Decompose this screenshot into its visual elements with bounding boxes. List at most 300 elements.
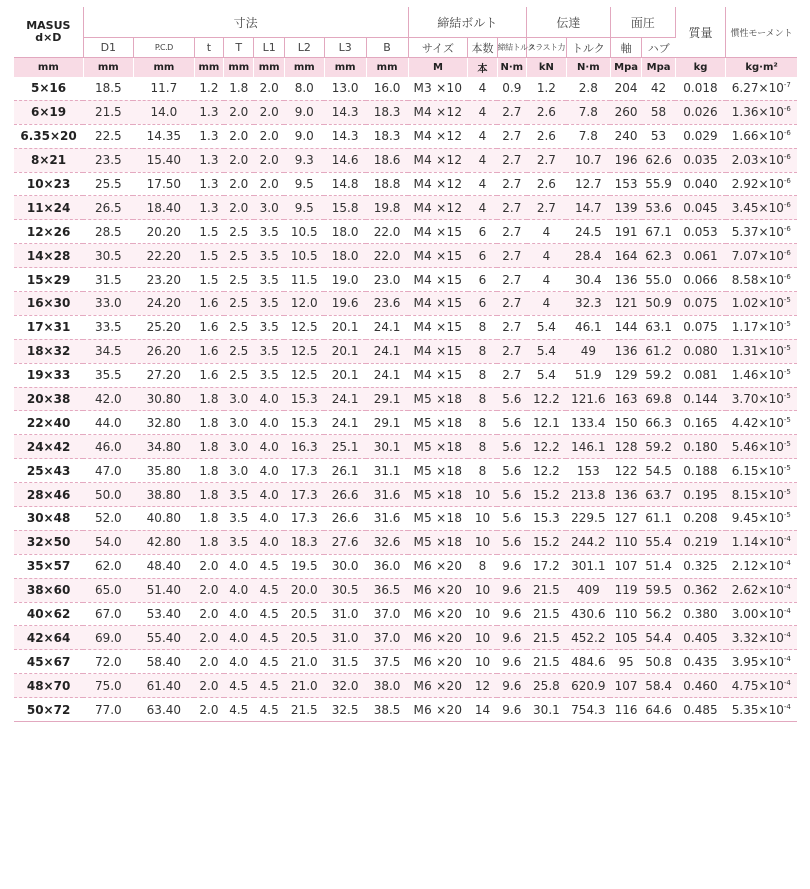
value-cell: 9.0 <box>284 100 324 124</box>
inertia-mantissa: 3.45×10 <box>731 200 784 215</box>
unit-header: mm <box>324 58 366 78</box>
value-cell: 4.5 <box>224 698 254 722</box>
value-cell: 12 <box>468 674 497 698</box>
value-cell: 61.40 <box>133 674 194 698</box>
value-cell: 6 <box>468 292 497 316</box>
value-cell: 22.0 <box>366 220 408 244</box>
table-row <box>14 602 797 626</box>
inertia-mantissa: 5.35×10 <box>731 702 784 717</box>
unit-header: M <box>408 58 468 78</box>
value-cell: 9.6 <box>497 626 526 650</box>
value-cell: 59.2 <box>642 363 676 387</box>
value-cell: 1.3 <box>194 100 223 124</box>
value-cell: 5.6 <box>497 387 526 411</box>
value-cell <box>726 77 797 100</box>
value-cell: 136 <box>610 339 641 363</box>
size-cell: 50×72 <box>14 698 83 722</box>
value-cell: 58.40 <box>133 650 194 674</box>
value-cell: 7.8 <box>566 124 610 148</box>
value-cell: 50.8 <box>642 650 676 674</box>
value-cell: 16.3 <box>284 435 324 459</box>
value-cell: 37.0 <box>366 602 408 626</box>
size-cell: 40×62 <box>14 602 83 626</box>
value-cell: 5.4 <box>527 315 567 339</box>
value-cell: 0.208 <box>675 507 725 531</box>
inertia-exponent: -4 <box>783 702 791 711</box>
value-cell: 5.6 <box>497 530 526 554</box>
value-cell: 38.0 <box>366 674 408 698</box>
value-cell: 21.5 <box>527 626 567 650</box>
value-cell: 34.80 <box>133 435 194 459</box>
value-cell: 23.20 <box>133 268 194 292</box>
value-cell: 2.7 <box>497 124 526 148</box>
value-cell: 4.0 <box>254 459 284 483</box>
value-cell: 15.2 <box>527 483 567 507</box>
bolt-size-cell: M4 ×15 <box>408 220 468 244</box>
column-header: L3 <box>324 38 366 58</box>
value-cell: 1.6 <box>194 315 223 339</box>
column-header: D1 <box>83 38 133 58</box>
bolt-size-cell: M6 ×20 <box>408 650 468 674</box>
value-cell: 30.4 <box>566 268 610 292</box>
value-cell: 3.5 <box>254 363 284 387</box>
value-cell <box>726 387 797 411</box>
value-cell: 8 <box>468 411 497 435</box>
inertia-exponent: -6 <box>783 248 791 257</box>
value-cell: 22.5 <box>83 124 133 148</box>
value-cell: 10 <box>468 530 497 554</box>
value-cell: 10 <box>468 626 497 650</box>
value-cell: 1.8 <box>194 387 223 411</box>
value-cell: 14.8 <box>324 172 366 196</box>
table-row <box>14 172 797 196</box>
value-cell: 9.6 <box>497 554 526 578</box>
value-cell: 1.5 <box>194 220 223 244</box>
table-row <box>14 315 797 339</box>
value-cell: 0.045 <box>675 196 725 220</box>
value-cell: 122 <box>610 459 641 483</box>
value-cell: 2.7 <box>497 268 526 292</box>
bolt-size-cell: M4 ×12 <box>408 172 468 196</box>
value-cell: 53.40 <box>133 602 194 626</box>
value-cell: 4.0 <box>224 626 254 650</box>
value-cell: 15.3 <box>284 387 324 411</box>
value-cell: 4.5 <box>254 554 284 578</box>
bolt-size-cell: M5 ×18 <box>408 387 468 411</box>
value-cell: 75.0 <box>83 674 133 698</box>
value-cell: 110 <box>610 530 641 554</box>
value-cell: 4.0 <box>224 602 254 626</box>
bolt-size-cell: M6 ×20 <box>408 578 468 602</box>
value-cell: 8 <box>468 459 497 483</box>
value-cell: 3.0 <box>254 196 284 220</box>
bolt-size-cell: M5 ×18 <box>408 411 468 435</box>
value-cell: 10.5 <box>284 244 324 268</box>
corner-subtitle: d×D <box>35 31 62 44</box>
value-cell: 1.3 <box>194 124 223 148</box>
value-cell: 9.6 <box>497 698 526 722</box>
table-row <box>14 554 797 578</box>
value-cell: 31.5 <box>324 650 366 674</box>
inertia-exponent: -4 <box>783 678 791 687</box>
unit-header: mm <box>224 58 254 78</box>
value-cell: 30.5 <box>324 578 366 602</box>
inertia-exponent: -4 <box>783 535 791 544</box>
value-cell: 10 <box>468 650 497 674</box>
value-cell: 34.5 <box>83 339 133 363</box>
column-header: P.C.D <box>133 38 194 58</box>
value-cell: 2.0 <box>194 626 223 650</box>
value-cell: 69.0 <box>83 626 133 650</box>
size-cell: 6×19 <box>14 100 83 124</box>
value-cell: 2.7 <box>497 100 526 124</box>
value-cell: 1.3 <box>194 172 223 196</box>
value-cell: 3.0 <box>224 387 254 411</box>
value-cell: 20.5 <box>284 626 324 650</box>
value-cell: 67.1 <box>642 220 676 244</box>
value-cell: 24.20 <box>133 292 194 316</box>
value-cell: 2.0 <box>254 124 284 148</box>
value-cell: 8 <box>468 315 497 339</box>
value-cell: 4 <box>468 77 497 100</box>
value-cell: 31.5 <box>83 268 133 292</box>
value-cell: 2.7 <box>497 363 526 387</box>
inertia-exponent: -6 <box>783 177 791 185</box>
value-cell: 2.0 <box>224 172 254 196</box>
value-cell: 61.1 <box>642 507 676 531</box>
value-cell: 163 <box>610 387 641 411</box>
value-cell: 14.7 <box>566 196 610 220</box>
value-cell: 452.2 <box>566 626 610 650</box>
group-dimensions: 寸法 <box>83 7 408 38</box>
value-cell: 4 <box>468 172 497 196</box>
value-cell: 38.5 <box>366 698 408 722</box>
table-row <box>14 268 797 292</box>
value-cell: 17.3 <box>284 459 324 483</box>
group-transmission: 伝達 <box>527 7 611 38</box>
value-cell: 47.0 <box>83 459 133 483</box>
value-cell <box>726 363 797 387</box>
value-cell: 0.325 <box>675 554 725 578</box>
value-cell: 18.8 <box>366 172 408 196</box>
value-cell: 58.4 <box>642 674 676 698</box>
value-cell: 20.1 <box>324 315 366 339</box>
table-row <box>14 650 797 674</box>
inertia-mantissa: 1.36×10 <box>731 105 784 120</box>
value-cell: 18.5 <box>83 77 133 100</box>
bolt-size-cell: M6 ×20 <box>408 626 468 650</box>
inertia-mantissa: 1.66×10 <box>731 129 784 144</box>
value-cell <box>726 244 797 268</box>
value-cell <box>726 315 797 339</box>
value-cell: 8 <box>468 554 497 578</box>
column-header: L2 <box>284 38 324 58</box>
value-cell: 0.075 <box>675 292 725 316</box>
value-cell: 1.3 <box>194 196 223 220</box>
value-cell: 4 <box>527 244 567 268</box>
inertia-exponent: -5 <box>783 320 791 329</box>
bolt-size-cell: M6 ×20 <box>408 602 468 626</box>
size-cell: 19×33 <box>14 363 83 387</box>
value-cell <box>726 292 797 316</box>
value-cell: 24.5 <box>566 220 610 244</box>
value-cell: 9.6 <box>497 602 526 626</box>
inertia-mantissa: 2.62×10 <box>731 583 784 598</box>
value-cell: 9.3 <box>284 148 324 172</box>
value-cell: 3.5 <box>254 244 284 268</box>
table-row <box>14 292 797 316</box>
size-cell: 30×48 <box>14 507 83 531</box>
bolt-size-cell: M4 ×15 <box>408 292 468 316</box>
size-cell: 14×28 <box>14 244 83 268</box>
value-cell: 17.50 <box>133 172 194 196</box>
value-cell: 21.0 <box>284 650 324 674</box>
column-header: 締結トルク <box>497 38 526 58</box>
value-cell: 105 <box>610 626 641 650</box>
value-cell: 31.6 <box>366 483 408 507</box>
value-cell: 5.6 <box>497 507 526 531</box>
inertia-mantissa: 8.58×10 <box>731 272 784 287</box>
table-row <box>14 483 797 507</box>
value-cell: 2.0 <box>254 77 284 100</box>
value-cell: 5.4 <box>527 339 567 363</box>
inertia-mantissa: 1.46×10 <box>731 368 784 383</box>
value-cell: 128 <box>610 435 641 459</box>
header-row-units <box>14 58 797 78</box>
value-cell: 0.053 <box>675 220 725 244</box>
bolt-size-cell: M5 ×18 <box>408 435 468 459</box>
size-cell: 42×64 <box>14 626 83 650</box>
unit-header: mm <box>133 58 194 78</box>
value-cell: 3.0 <box>224 411 254 435</box>
value-cell: 2.7 <box>497 315 526 339</box>
value-cell: 26.1 <box>324 459 366 483</box>
value-cell: 0.144 <box>675 387 725 411</box>
value-cell: 1.8 <box>194 483 223 507</box>
column-header: ハブ <box>642 38 676 58</box>
size-cell: 17×31 <box>14 315 83 339</box>
value-cell: 5.6 <box>497 411 526 435</box>
value-cell: 19.0 <box>324 268 366 292</box>
value-cell: 36.5 <box>366 578 408 602</box>
value-cell: 52.0 <box>83 507 133 531</box>
inertia-exponent: -5 <box>783 439 791 448</box>
unit-header: mm <box>284 58 324 78</box>
value-cell: 3.5 <box>254 220 284 244</box>
inertia-exponent: -5 <box>783 463 791 472</box>
value-cell: 2.0 <box>254 100 284 124</box>
value-cell: 2.0 <box>254 172 284 196</box>
value-cell: 4 <box>527 220 567 244</box>
inertia-mantissa: 9.45×10 <box>731 511 784 526</box>
inertia-mantissa: 7.07×10 <box>731 248 784 263</box>
bolt-size-cell: M4 ×15 <box>408 315 468 339</box>
table-row <box>14 148 797 172</box>
value-cell <box>726 554 797 578</box>
value-cell: 5.6 <box>497 483 526 507</box>
column-header: 軸 <box>610 38 641 58</box>
column-header: L1 <box>254 38 284 58</box>
value-cell: 23.5 <box>83 148 133 172</box>
value-cell: 2.5 <box>224 220 254 244</box>
value-cell: 8 <box>468 339 497 363</box>
value-cell: 191 <box>610 220 641 244</box>
value-cell: 0.035 <box>675 148 725 172</box>
value-cell: 55.40 <box>133 626 194 650</box>
table-row <box>14 435 797 459</box>
value-cell: 2.0 <box>194 554 223 578</box>
size-cell: 16×30 <box>14 292 83 316</box>
inertia-exponent: -4 <box>783 559 791 568</box>
value-cell: 1.8 <box>194 530 223 554</box>
value-cell: 10 <box>468 507 497 531</box>
value-cell: 12.7 <box>566 172 610 196</box>
value-cell: 4 <box>468 148 497 172</box>
value-cell: 66.3 <box>642 411 676 435</box>
table-row <box>14 459 797 483</box>
unit-header: kN <box>527 58 567 78</box>
value-cell: 1.8 <box>194 507 223 531</box>
value-cell: 18.6 <box>366 148 408 172</box>
value-cell: 42.80 <box>133 530 194 554</box>
value-cell: 0.405 <box>675 626 725 650</box>
value-cell: 14.3 <box>324 124 366 148</box>
table-row <box>14 244 797 268</box>
inertia-mantissa: 8.15×10 <box>731 487 784 502</box>
value-cell: 30.80 <box>133 387 194 411</box>
value-cell: 12.5 <box>284 363 324 387</box>
value-cell: 63.1 <box>642 315 676 339</box>
value-cell: 18.3 <box>284 530 324 554</box>
bolt-size-cell: M5 ×18 <box>408 459 468 483</box>
value-cell: 11.5 <box>284 268 324 292</box>
value-cell: 2.5 <box>224 315 254 339</box>
value-cell: 15.8 <box>324 196 366 220</box>
group-pressure: 面圧 <box>610 7 675 38</box>
value-cell <box>726 674 797 698</box>
value-cell: 1.8 <box>194 435 223 459</box>
value-cell: 9.6 <box>497 650 526 674</box>
value-cell <box>726 435 797 459</box>
value-cell: 8 <box>468 435 497 459</box>
value-cell: 1.8 <box>224 77 254 100</box>
value-cell: 1.5 <box>194 244 223 268</box>
value-cell: 5.6 <box>497 459 526 483</box>
value-cell: 0.026 <box>675 100 725 124</box>
value-cell: 196 <box>610 148 641 172</box>
value-cell: 53 <box>642 124 676 148</box>
value-cell: 133.4 <box>566 411 610 435</box>
value-cell: 2.8 <box>566 77 610 100</box>
value-cell: 19.8 <box>366 196 408 220</box>
value-cell: 10.7 <box>566 148 610 172</box>
value-cell: 0.435 <box>675 650 725 674</box>
inertia-exponent: -4 <box>783 583 791 592</box>
value-cell: 53.6 <box>642 196 676 220</box>
value-cell: 46.0 <box>83 435 133 459</box>
inertia-mantissa: 2.03×10 <box>731 153 784 168</box>
inertia-mantissa: 2.92×10 <box>731 177 784 191</box>
value-cell: 15.2 <box>527 530 567 554</box>
value-cell: 2.5 <box>224 292 254 316</box>
value-cell: 6 <box>468 268 497 292</box>
value-cell: 7.8 <box>566 100 610 124</box>
inertia-exponent: -5 <box>783 344 791 353</box>
value-cell: 2.0 <box>194 650 223 674</box>
value-cell: 14.35 <box>133 124 194 148</box>
value-cell: 3.5 <box>224 507 254 531</box>
value-cell <box>726 268 797 292</box>
table-row <box>14 674 797 698</box>
bolt-size-cell: M4 ×12 <box>408 196 468 220</box>
value-cell: 18.0 <box>324 220 366 244</box>
value-cell: 11.7 <box>133 77 194 100</box>
unit-header: N·m <box>566 58 610 78</box>
column-header: T <box>224 38 254 58</box>
value-cell: 2.7 <box>527 196 567 220</box>
table-row <box>14 363 797 387</box>
inertia-exponent: -5 <box>783 392 791 401</box>
value-cell: 0.195 <box>675 483 725 507</box>
inertia-mantissa: 6.15×10 <box>731 463 784 478</box>
unit-header: mm <box>194 58 223 78</box>
value-cell: 29.1 <box>366 387 408 411</box>
value-cell: 24.1 <box>324 387 366 411</box>
value-cell: 32.3 <box>566 292 610 316</box>
unit-header: mm <box>366 58 408 78</box>
value-cell: 164 <box>610 244 641 268</box>
value-cell: 10 <box>468 483 497 507</box>
size-cell: 35×57 <box>14 554 83 578</box>
value-cell: 301.1 <box>566 554 610 578</box>
value-cell: 127 <box>610 507 641 531</box>
value-cell: 0.180 <box>675 435 725 459</box>
size-cell: 20×38 <box>14 387 83 411</box>
value-cell: 55.0 <box>642 268 676 292</box>
value-cell: 16.0 <box>366 77 408 100</box>
inertia-exponent: -4 <box>783 630 791 639</box>
value-cell <box>726 339 797 363</box>
inertia-mantissa: 2.12×10 <box>731 559 784 574</box>
value-cell: 2.0 <box>194 578 223 602</box>
bolt-size-cell: M5 ×18 <box>408 530 468 554</box>
bolt-size-cell: M4 ×15 <box>408 363 468 387</box>
value-cell: 22.0 <box>366 244 408 268</box>
value-cell: 55.9 <box>642 172 676 196</box>
spec-table <box>14 7 797 722</box>
value-cell: 121.6 <box>566 387 610 411</box>
table-row <box>14 626 797 650</box>
value-cell: 12.5 <box>284 315 324 339</box>
value-cell: 10 <box>468 602 497 626</box>
table-row <box>14 387 797 411</box>
value-cell: 21.5 <box>284 698 324 722</box>
value-cell: 4.5 <box>254 674 284 698</box>
value-cell: 136 <box>610 268 641 292</box>
size-cell: 28×46 <box>14 483 83 507</box>
value-cell <box>726 507 797 531</box>
inertia-exponent: -4 <box>783 607 791 616</box>
value-cell: 20.1 <box>324 339 366 363</box>
value-cell: 20.1 <box>324 363 366 387</box>
value-cell: 27.20 <box>133 363 194 387</box>
value-cell: 0.040 <box>675 172 725 196</box>
value-cell: 0.380 <box>675 602 725 626</box>
header-row-groups <box>14 7 797 38</box>
value-cell: 146.1 <box>566 435 610 459</box>
inertia-mantissa: 1.17×10 <box>731 320 784 335</box>
value-cell: 12.2 <box>527 459 567 483</box>
